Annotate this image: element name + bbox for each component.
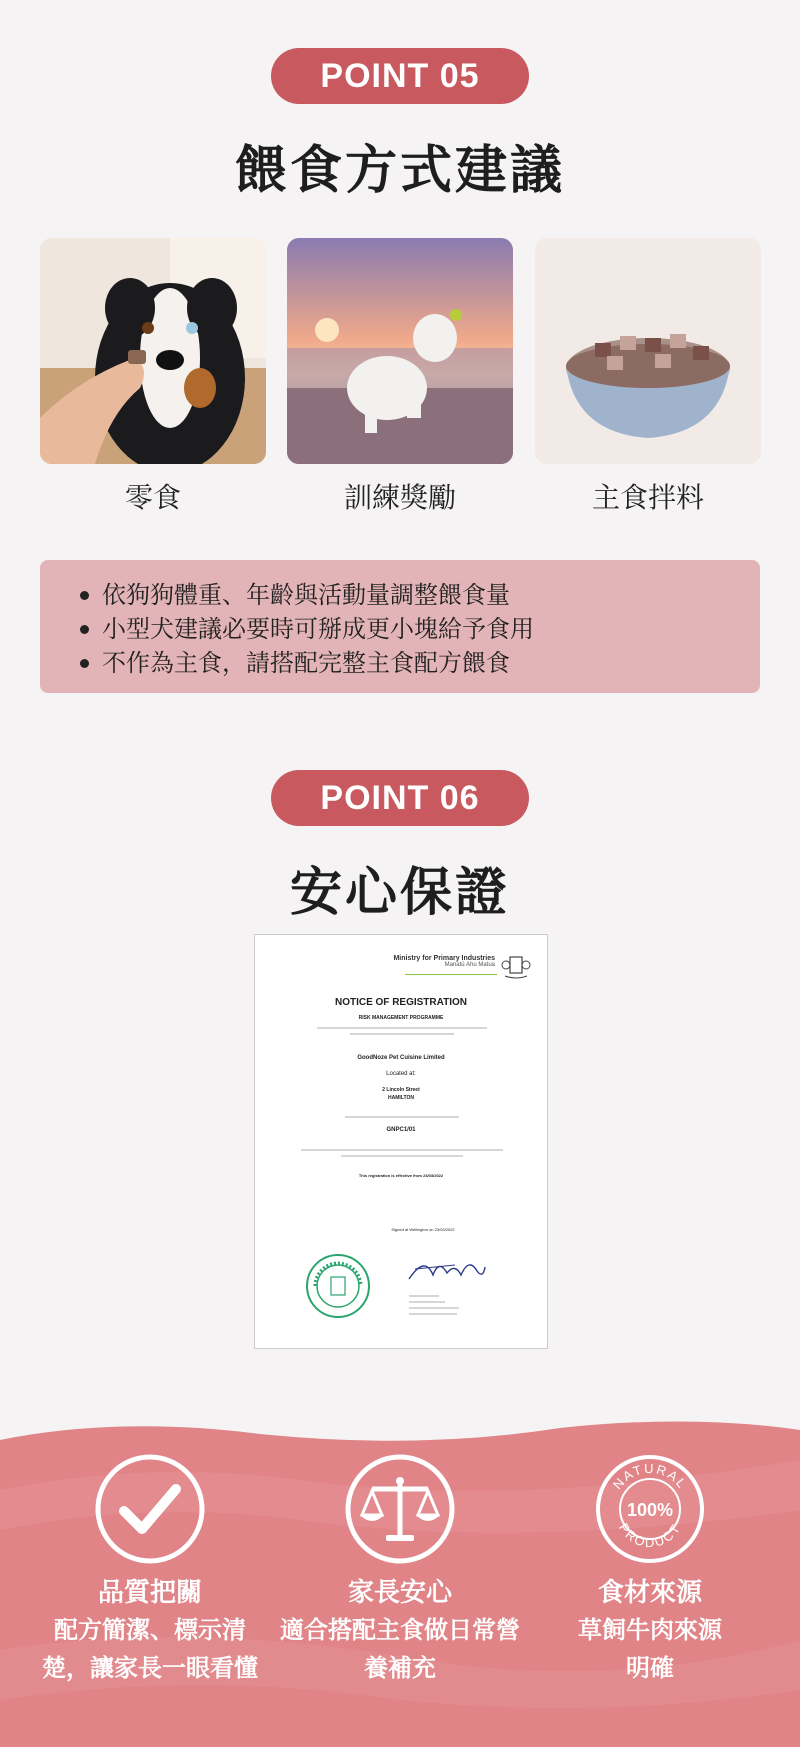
svg-text:NATURAL: NATURAL — [609, 1460, 691, 1493]
certificate-signed: Signed at Wellington on 23/03/2022 — [391, 1227, 455, 1232]
certificate-heading: NOTICE OF REGISTRATION — [334, 997, 468, 1008]
checkmark-circle-icon — [94, 1453, 206, 1565]
feature-desc: 適合搭配主食做日常營 養補充 — [280, 1616, 520, 1682]
feature-desc: 草飼牛肉來源 明確 — [578, 1616, 722, 1682]
feature-title: 食材來源 — [597, 1578, 702, 1608]
certificate-located: Located at: — [386, 1071, 416, 1077]
dog-treat-image — [40, 238, 266, 464]
feeding-tips-box — [40, 560, 760, 693]
topper-photo — [535, 238, 761, 464]
topper-label: 主食拌料 — [591, 481, 704, 514]
certificate-company: GoodNoze Pet Cuisine Limited — [357, 1055, 445, 1061]
natural-100-badge-icon — [594, 1453, 706, 1565]
treat-bowl-image — [535, 238, 761, 464]
feature-title: 家長安心 — [347, 1578, 452, 1608]
features-band — [0, 1420, 800, 1747]
tip-item: 小型犬建議必要時可掰成更小塊給予食用 — [76, 612, 760, 646]
guarantee-section-title: 安心保證 — [289, 863, 510, 923]
dog-beach-image — [287, 238, 513, 464]
registration-certificate — [254, 934, 548, 1349]
snack-photo — [40, 238, 266, 464]
snack-label: 零食 — [124, 481, 181, 514]
tip-item: 不作為主食，請搭配完整主食配方餵食 — [76, 646, 760, 680]
tip-item: 依狗狗體重、年齡與活動量調整餵食量 — [76, 578, 760, 612]
training-photo — [287, 238, 513, 464]
feature-title: 品質把關 — [97, 1578, 202, 1608]
certificate-subheading: RISK MANAGEMENT PROGRAMME — [358, 1015, 444, 1021]
coat-of-arms-icon — [501, 951, 531, 981]
scale-icon — [344, 1453, 456, 1565]
certificate-effective: This registration is effective from 23/03/2022 — [358, 1173, 444, 1178]
point06-pill: POINT 06 — [271, 770, 529, 826]
svg-text:PRODUCT: PRODUCT — [616, 1520, 684, 1551]
ministry-seal-icon — [305, 1253, 371, 1319]
feature-desc: 配方簡潔、標示清 楚，讓家長一眼看懂 — [42, 1616, 258, 1682]
feeding-section-title: 餵食方式建議 — [234, 141, 565, 201]
training-label: 訓練獎勵 — [343, 481, 456, 514]
certificate-address2: HAMILTON — [388, 1095, 414, 1101]
svg-text:100%: 100% — [626, 1500, 674, 1520]
ministry-name: Ministry for Primary Industries Manatū Ahu Matua — [393, 955, 495, 968]
signature-icon — [405, 1253, 489, 1287]
point05-pill: POINT 05 — [271, 48, 529, 104]
certificate-address1: 2 Lincoln Street — [382, 1087, 420, 1093]
certificate-code: GNPC1/01 — [386, 1127, 416, 1133]
